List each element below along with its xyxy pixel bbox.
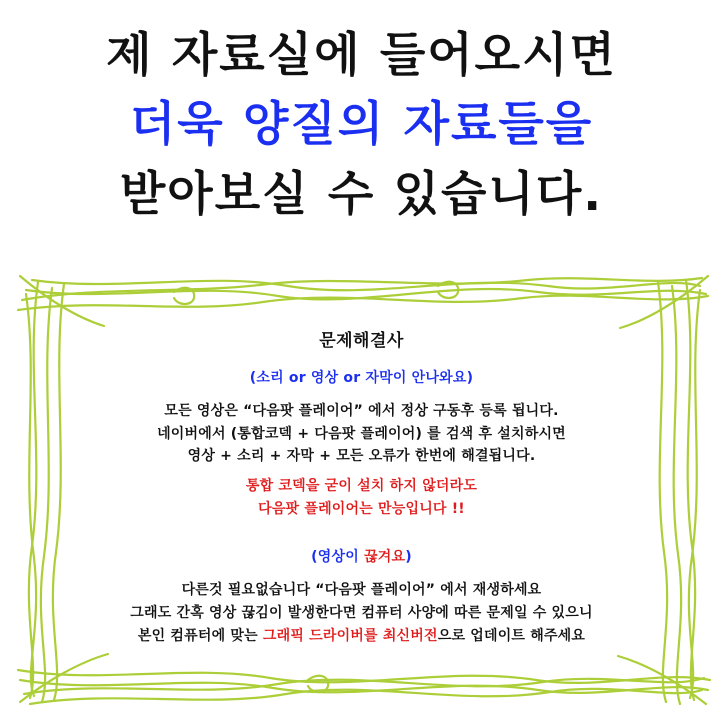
section2-line-3	[48, 625, 675, 648]
panel-title: 문제해결사	[319, 331, 404, 351]
headline-line-3: 받아보실 수 있습니다.	[119, 166, 604, 222]
section1-line-3: 영상 + 소리 + 자막 + 모든 오류가 한번에 해결됩니다.	[187, 448, 536, 465]
section1-red-line-2: 다음팟 플레이어는 만능입니다 !!	[258, 500, 465, 517]
section2-subhead-prefix: (영상이	[311, 549, 365, 566]
spacer-2	[48, 520, 675, 546]
headline-block	[0, 10, 723, 222]
section2-subhead-suffix: )	[405, 549, 412, 566]
section1-line-1: 모든 영상은 “다음팟 플레이어” 에서 정상 구동후 등록 됩니다.	[164, 403, 559, 419]
headline-line-2: 더욱 양질의 자료들을	[129, 97, 594, 153]
info-panel	[8, 266, 715, 712]
section2-line-3-part2: 으로 업데이트 해주세요	[437, 627, 586, 644]
section1-subhead: (소리 or 영상 or 자막이 안나와요)	[249, 370, 474, 386]
section2-line-1: 다른것 필요없습니다 “다음팟 플레이어” 에서 재생하세요	[181, 582, 542, 599]
section2-line-3-emphasis: 그래픽 드라이버를 최신버전	[262, 627, 438, 644]
spacer-1	[48, 468, 675, 475]
section2-line-2: 그래도 간혹 영상 끊김이 발생한다면 컴퓨터 사양에 따른 문제일 수 있으니	[130, 605, 593, 622]
section2-subhead	[48, 546, 675, 566]
section2-line-3-part1: 본인 컴퓨터에 맞는	[137, 627, 263, 644]
section2-subhead-emphasis: 끊겨요	[364, 549, 406, 566]
section1-red-line-1: 통합 코덱을 굳이 설치 하지 않더라도	[245, 478, 478, 495]
headline-line-1: 제 자료실에 들어오시면	[106, 28, 617, 83]
section1-line-2: 네이버에서 (통합코덱 + 다음팟 플레이어) 를 검색 후 설치하시면	[157, 425, 566, 442]
